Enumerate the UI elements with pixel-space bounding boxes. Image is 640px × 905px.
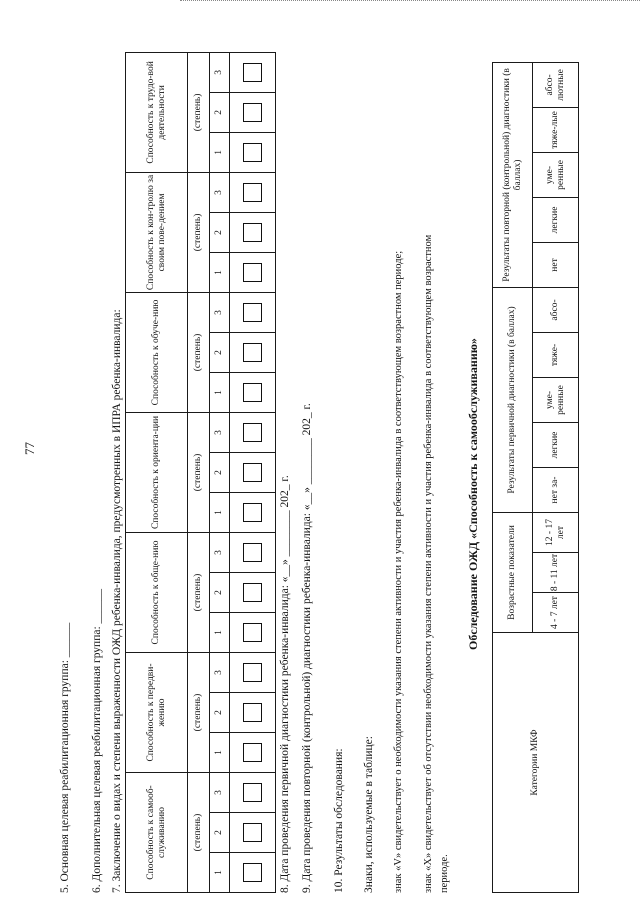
degree-number: 2 xyxy=(210,212,230,252)
ability-header-learning: Способность к обуче-нию xyxy=(126,292,188,412)
repeat-level-mild: легкие xyxy=(533,197,579,242)
ability-header-orientation: Способность к ориента-ции xyxy=(126,412,188,532)
sign-x-description-line2: периоде. xyxy=(439,854,450,893)
degree-checkbox[interactable] xyxy=(243,463,262,482)
degree-label: (степень) xyxy=(188,172,210,292)
degree-label: (степень) xyxy=(188,773,210,893)
degree-checkbox[interactable] xyxy=(243,383,262,402)
item-5-primary-group: 5. Основная целевая реабилитационная группа: ______ xyxy=(59,622,71,893)
primary-level-absolute: абсо- xyxy=(533,287,579,332)
degree-number: 3 xyxy=(210,653,230,693)
age-4-7: 4 - 7 лет xyxy=(533,593,579,633)
item-7-conclusion: 7. Заключение о видах и степени выраженности ОЖД ребенка-инвалида, предусмотренных в ИПРА ребенка-инвалида: xyxy=(111,309,123,893)
primary-results-header: Результаты первичной диагностики (в баллах) xyxy=(493,287,533,512)
mkf-categories-header: Категории МКФ xyxy=(493,633,579,893)
primary-level-severe: тяже- xyxy=(533,333,579,378)
signs-title: Знаки, используемые в таблице: xyxy=(363,736,375,893)
degree-number: 3 xyxy=(210,52,230,92)
degree-checkbox[interactable] xyxy=(243,863,262,882)
ability-header-work: Способность к трудо-вой деятельности xyxy=(126,52,188,172)
degree-checkbox[interactable] xyxy=(243,303,262,322)
degree-number: 3 xyxy=(210,292,230,332)
degree-checkbox[interactable] xyxy=(243,343,262,362)
degree-label: (степень) xyxy=(188,653,210,773)
degree-number: 1 xyxy=(210,132,230,172)
degree-checkbox[interactable] xyxy=(243,583,262,602)
primary-level-none: нет за- xyxy=(533,468,579,513)
degree-number: 2 xyxy=(210,813,230,853)
page-number: 77 xyxy=(22,442,37,455)
degree-label: (степень) xyxy=(188,52,210,172)
degree-number: 3 xyxy=(210,532,230,572)
item-10-results: 10. Результаты обследования: xyxy=(333,748,345,893)
degree-checkbox[interactable] xyxy=(243,143,262,162)
degree-number: 3 xyxy=(210,412,230,452)
degree-checkbox[interactable] xyxy=(243,103,262,122)
degree-numbers-row xyxy=(210,52,230,892)
degree-number: 2 xyxy=(210,332,230,372)
degree-checkbox[interactable] xyxy=(243,503,262,522)
age-indicators-header: Возрастные показатели xyxy=(493,513,533,633)
degree-checkbox[interactable] xyxy=(243,543,262,562)
sign-x-description-line1: знак «X» свидетельствует об отсутствии необходимости указания степени активности и участия ребенка-инвалида в соответствующем возрастном xyxy=(423,234,434,893)
degree-number: 3 xyxy=(210,773,230,813)
degree-checkbox[interactable] xyxy=(243,823,262,842)
ability-header-self-care: Способность к самооб-служиванию xyxy=(126,773,188,893)
degree-checkbox[interactable] xyxy=(243,423,262,442)
age-12-17: 12 - 17 лет xyxy=(533,513,579,553)
degree-number: 2 xyxy=(210,452,230,492)
age-8-11: 8 - 11 лет xyxy=(533,553,579,593)
survey-title: Обследование ОЖД «Способность к самообслуживанию» xyxy=(466,338,480,650)
degree-number: 1 xyxy=(210,853,230,893)
degree-number: 1 xyxy=(210,613,230,653)
degree-checkbox[interactable] xyxy=(243,183,262,202)
degree-label: (степень) xyxy=(188,412,210,532)
degree-number: 2 xyxy=(210,573,230,613)
degree-number: 2 xyxy=(210,92,230,132)
degree-number: 1 xyxy=(210,492,230,532)
degree-label: (степень) xyxy=(188,532,210,652)
primary-level-moderate: уме-ренные xyxy=(533,378,579,423)
repeat-level-absolute: абсо-лютные xyxy=(533,62,579,107)
degree-number: 2 xyxy=(210,693,230,733)
degree-number: 1 xyxy=(210,733,230,773)
abilities-table xyxy=(125,52,276,893)
degree-checkbox[interactable] xyxy=(243,223,262,242)
repeat-level-none: нет xyxy=(533,242,579,287)
degree-number: 1 xyxy=(210,252,230,292)
degree-number: 1 xyxy=(210,372,230,412)
checkbox-row xyxy=(230,52,276,892)
degree-checkbox[interactable] xyxy=(243,703,262,722)
degree-checkbox[interactable] xyxy=(243,783,262,802)
degree-checkbox[interactable] xyxy=(243,63,262,82)
degree-checkbox[interactable] xyxy=(243,263,262,282)
results-table xyxy=(492,62,579,893)
ability-header-behavior-control: Способность к кон-тролю за своим пове-дением xyxy=(126,172,188,292)
degree-label: (степень) xyxy=(188,292,210,412)
item-6-additional-group: 6. Дополнительная целевая реабилитационная группа: ______ xyxy=(91,588,103,893)
repeat-level-severe: тяже-лые xyxy=(533,107,579,152)
repeat-level-moderate: уме-ренные xyxy=(533,152,579,197)
degree-number: 3 xyxy=(210,172,230,212)
ability-header-communication: Способность к обще-нию xyxy=(126,532,188,652)
primary-level-mild: легкие xyxy=(533,423,579,468)
repeat-results-header: Результаты повторной (контрольной) диагностики (в баллах) xyxy=(493,62,533,287)
sign-v-description: знак «V» свидетельствует о необходимости указания степени активности и участия ребенка-инвалида в соответствующем возрастном периоде; xyxy=(393,250,404,893)
degree-checkbox[interactable] xyxy=(243,663,262,682)
degree-checkbox[interactable] xyxy=(243,623,262,642)
degree-checkbox[interactable] xyxy=(243,743,262,762)
item-9-repeat-date: 9. Дата проведения повторной (контрольной) диагностики ребенка-инвалида: «__» ________ 202_ г. xyxy=(301,403,313,893)
item-8-primary-date: 8. Дата проведения первичной диагностики ребенка-инвалида: «__» ________ 202_ г. xyxy=(279,475,291,893)
ability-header-movement: Способность к передви-жению xyxy=(126,653,188,773)
